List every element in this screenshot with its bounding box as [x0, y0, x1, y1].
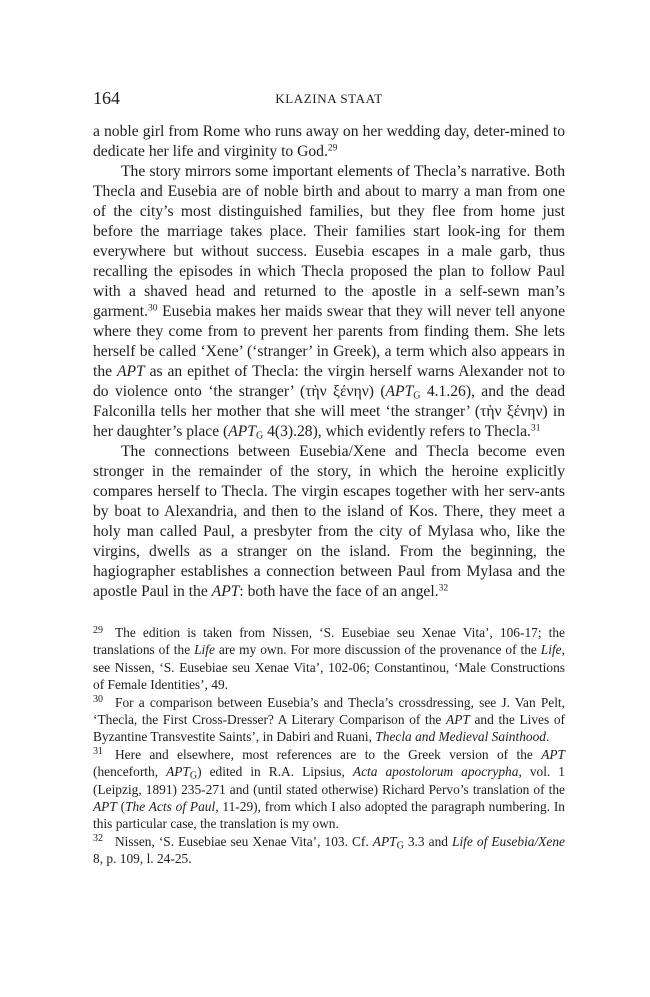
text-run: 4(3).28), which evidently refers to Thecla.: [263, 423, 531, 440]
italic-apt: APT: [372, 833, 397, 849]
italic-apt: APT: [116, 363, 145, 380]
subscript-g: G: [255, 430, 264, 442]
text-run: 3.3 and: [403, 833, 453, 849]
text-run: 8, p. 109, l. 24-25.: [93, 851, 192, 867]
footnote-29: 29 The edition is taken from Nissen, ‘S. Eusebiae seu Xenae Vita’, 106-17; the translations of the Life are my own. For more discussion of the provenance of the Life, see Nissen, ‘S. Eusebiae seu Xenae Vita’, 102-06; Constantinou, ‘Male Constructions of Female Identities’, 49.: [93, 624, 565, 693]
text-run: as an epithet of Thecla: the virgin herself warns Alexander not to do violence onto ‘the stranger’ (τὴν ξένην) (: [93, 363, 566, 400]
paragraph-2: [93, 162, 565, 442]
text-run: , see Nissen, ‘S. Eusebiae seu Xenae Vita’, 102-06; Constantinou, ‘Male Constructions of Female Identities’, 49.: [93, 642, 565, 693]
footnotes: [93, 624, 565, 868]
italic-apt: APT: [446, 712, 470, 728]
text-run: The connections between Eusebia/Xene and Thecla become even stronger in the remainder of the story, in which the heroine explicitly compares herself to Thecla. The virgin escapes together with her serv-ants by boat to Alexandria, and then to the island of Kos. There, they meet a holy man called Paul, a presbyter from the city of Mylasa who, like the virgins, dwells as a stranger on the island. From the beginning, the hagiographer establishes a connection between Paul from Mylasa and the apostle Paul in the: [93, 443, 565, 600]
paragraph-1: [93, 122, 565, 162]
footnote-ref-32[interactable]: 32: [438, 583, 449, 594]
italic-apt: APT: [228, 423, 256, 440]
text-run: , vol. 1 (Leipzig, 1891) 235-271 and (until stated otherwise) Richard Pervo’s translation of the: [93, 764, 565, 797]
italic-apt: APT: [93, 799, 117, 815]
running-head: KLAZINA STAAT: [275, 91, 383, 106]
subscript-g: G: [396, 840, 404, 852]
italic-book-title: Thecla and Medieval Sainthood: [375, 729, 546, 745]
footnote-ref-30[interactable]: 30: [148, 303, 158, 314]
footnote-31: 31 Here and elsewhere, most references are to the Greek version of the APT (henceforth, $APT_G$) edited in R.A. Lipsius, Acta apostolorum apocrypha, vol. 1 (Leipzig, 1891) 235-271 and (until stated otherwise) Richard Pervo’s translation of the APT (The Acts of Paul, 11-29), from which I also adopted the paragraph numbering. In this particular case, the translation is my own.: [93, 746, 566, 832]
italic-book-title: Acta apostolorum apocrypha: [352, 764, 519, 780]
text-run: Eusebia makes her maids swear that they will never tell anyone where they come from to prevent her parents from finding them. She lets herself be called ‘Xene’ (‘stranger’ in Greek), a term which also appears in the: [93, 303, 565, 380]
footnote-32: 32 Nissen, ‘S. Eusebiae seu Xenae Vita’, 103. Cf. $APT_G$ 3.3 and Life of Eusebia/Xene 8, p. 109, l. 24-25.: [93, 833, 565, 867]
text-run: (: [116, 799, 126, 815]
text-run: Here and elsewhere, most references are to the Greek version of the: [115, 746, 542, 762]
text-run: .: [546, 729, 550, 745]
text-run: Nissen, ‘S. Eusebiae seu Xenae Vita’, 103. Cf.: [115, 833, 373, 849]
subscript-g: G: [413, 390, 421, 402]
page-number: 164: [93, 88, 120, 108]
text-run: (henceforth,: [93, 764, 167, 780]
text-run: For a comparison between Eusebia’s and Thecla’s crossdressing, see J. Van Pelt, ‘Thecla, the First Cross-Dresser? A Literary Comparison of the: [93, 694, 565, 728]
text-run: are my own. For more discussion of the provenance of the: [214, 642, 541, 658]
paragraph-3: [93, 442, 565, 602]
italic-apt: APT: [385, 383, 414, 400]
italic-apt: APT: [166, 764, 190, 780]
italic-book-title: The Acts of Paul: [125, 799, 216, 815]
italic-life: Life: [540, 642, 562, 658]
text-run: The story mirrors some important elements of Thecla’s narrative. Both Thecla and Eusebia are of noble birth and about to marry a man from one of the city’s most distinguished families, but they flee from home just before the marriage takes place. Their families start look-ing for them everywhere but without success. Eusebia escapes in a male garb, thus recalling the episodes in which Thecla proposed the plan to follow Paul with a shaved head and returned to the apostle in a self-sewn man’s garment.: [93, 163, 565, 320]
footnote-ref-31[interactable]: 31: [530, 423, 541, 434]
body-text: [93, 122, 565, 602]
text-run: The edition is taken from Nissen, ‘S. Eusebiae seu Xenae Vita’, 106-17; the translations of the: [93, 625, 565, 658]
italic-apt: APT: [211, 583, 240, 600]
italic-book-title: Life of Eusebia/Xene: [452, 833, 565, 849]
italic-apt: APT: [541, 746, 565, 762]
page-header: [93, 86, 565, 110]
text-run: , 11-29), from which I also adopted the paragraph numbering. In this particular case, the translation is my own.: [93, 799, 566, 832]
italic-life: Life: [194, 642, 215, 658]
text-run: a noble girl from Rome who runs away on her wedding day, deter-mined to dedicate her life and virginity to God.: [93, 123, 565, 160]
text-run: and the Lives of Byzantine Transvestite Saints’, in Dabiri and Ruani,: [93, 712, 565, 745]
footnote-30: 30 For a comparison between Eusebia’s and Thecla’s crossdressing, see J. Van Pelt, ‘Thecla, the First Cross-Dresser? A Literary Comparison of the APT and the Lives of Byzantine Transvestite Saints’, in Dabiri and Ruani, Thecla and Medieval Sainthood.: [93, 694, 565, 745]
text-run: ) edited in R.A. Lipsius,: [197, 764, 353, 780]
text-run: : both have the face of an angel.: [239, 583, 439, 600]
footnote-ref-29[interactable]: 29: [327, 143, 338, 154]
subscript-g: G: [189, 770, 198, 782]
text-run: 4.1.26), and the dead Falconilla tells her mother that she will meet ‘the stranger’ (τὴν ξένην) in her daughter’s place (: [93, 383, 566, 440]
book-page: [93, 86, 565, 868]
